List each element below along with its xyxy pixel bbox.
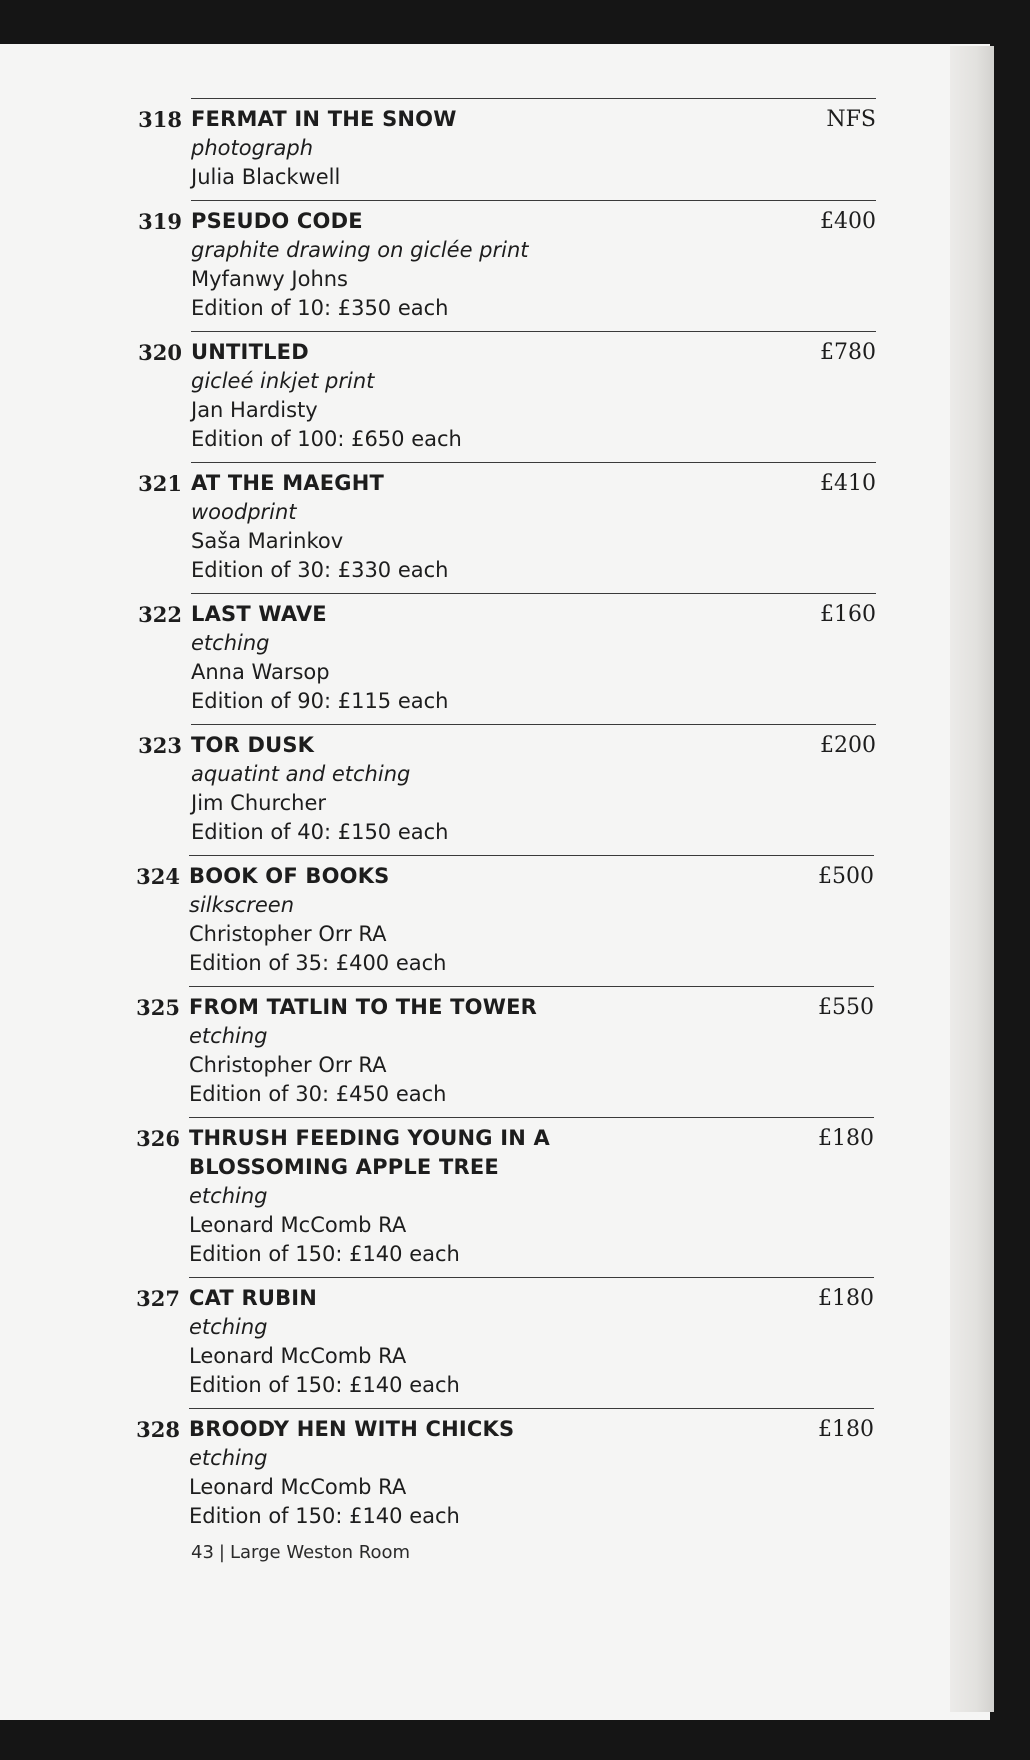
- entry-number: 326: [136, 1126, 180, 1151]
- entry-edition: Edition of 10: £350 each: [191, 296, 449, 320]
- entry-price: £500: [818, 864, 874, 889]
- entry-price: £400: [820, 209, 876, 234]
- entry-edition: Edition of 30: £330 each: [191, 558, 449, 582]
- catalogue-page: [0, 44, 990, 1720]
- page-edge: [950, 46, 994, 1712]
- entry-price: £180: [818, 1417, 874, 1442]
- entry-artist: Christopher Orr RA: [189, 1053, 387, 1077]
- catalogue-entry: [138, 331, 876, 462]
- entry-number: 328: [136, 1417, 180, 1442]
- entry-title: BROODY HEN WITH CHICKS: [189, 1417, 515, 1441]
- entry-medium: photograph: [191, 136, 314, 160]
- page-footer: [191, 1542, 410, 1563]
- page-number: 43: [191, 1542, 214, 1563]
- entry-price: NFS: [826, 107, 876, 132]
- entry-title: THRUSH FEEDING YOUNG IN A BLOSSOMING APPLE TREE: [189, 1126, 550, 1179]
- entry-number: 325: [136, 995, 180, 1020]
- entry-artist: Jan Hardisty: [191, 398, 318, 422]
- entry-medium: etching: [189, 1184, 268, 1208]
- entry-artist: Anna Warsop: [191, 660, 330, 684]
- entry-price: £180: [818, 1126, 874, 1151]
- entry-title: TOR DUSK: [191, 733, 315, 757]
- entry-price: £160: [820, 602, 876, 627]
- entry-medium: graphite drawing on giclée print: [191, 238, 529, 262]
- entry-title: FROM TATLIN TO THE TOWER: [189, 995, 537, 1019]
- entry-artist: Leonard McComb RA: [189, 1344, 407, 1368]
- catalogue-entry: [138, 462, 876, 593]
- catalogue-entry: [138, 593, 876, 724]
- entry-edition: Edition of 30: £450 each: [189, 1082, 447, 1106]
- entry-artist: Leonard McComb RA: [189, 1213, 407, 1237]
- catalogue-list: [0, 98, 990, 1539]
- entry-number: 321: [138, 471, 182, 496]
- entry-edition: Edition of 35: £400 each: [189, 951, 447, 975]
- entry-price: £780: [820, 340, 876, 365]
- entry-artist: Christopher Orr RA: [189, 922, 387, 946]
- entry-edition: Edition of 150: £140 each: [189, 1373, 460, 1397]
- entry-number: 327: [136, 1286, 180, 1311]
- entry-title: BOOK OF BOOKS: [189, 864, 390, 888]
- catalogue-entry: [138, 724, 876, 855]
- entry-price: £180: [818, 1286, 874, 1311]
- entry-medium: etching: [189, 1315, 268, 1339]
- catalogue-entry: [136, 855, 874, 986]
- catalogue-entry: [136, 986, 874, 1117]
- catalogue-entry: [136, 1408, 874, 1539]
- entry-price: £410: [820, 471, 876, 496]
- entry-edition: Edition of 150: £140 each: [189, 1504, 460, 1528]
- entry-medium: aquatint and etching: [191, 762, 411, 786]
- entry-title: CAT RUBIN: [189, 1286, 318, 1310]
- footer-separator: |: [218, 1542, 225, 1563]
- entry-edition: Edition of 90: £115 each: [191, 689, 449, 713]
- catalogue-entry: [138, 98, 876, 200]
- entry-number: 319: [138, 209, 182, 234]
- entry-artist: Julia Blackwell: [191, 165, 341, 189]
- entry-number: 320: [138, 340, 182, 365]
- entry-medium: gicleé inkjet print: [191, 369, 375, 393]
- entry-title: UNTITLED: [191, 340, 309, 364]
- catalogue-entry: [138, 200, 876, 331]
- entry-medium: woodprint: [191, 500, 297, 524]
- entry-title: PSEUDO CODE: [191, 209, 363, 233]
- entry-price: £200: [820, 733, 876, 758]
- entry-title: AT THE MAEGHT: [191, 471, 385, 495]
- entry-medium: silkscreen: [189, 893, 295, 917]
- entry-medium: etching: [189, 1446, 268, 1470]
- entry-artist: Myfanwy Johns: [191, 267, 348, 291]
- entry-artist: Saša Marinkov: [191, 529, 344, 553]
- entry-title: FERMAT IN THE SNOW: [191, 107, 457, 131]
- catalogue-entry: [136, 1117, 874, 1277]
- entry-medium: etching: [189, 1024, 268, 1048]
- entry-artist: Jim Churcher: [191, 791, 327, 815]
- entry-price: £550: [818, 995, 874, 1020]
- entry-title: LAST WAVE: [191, 602, 327, 626]
- entry-number: 323: [138, 733, 182, 758]
- catalogue-entry: [136, 1277, 874, 1408]
- entry-edition: Edition of 40: £150 each: [191, 820, 449, 844]
- entry-edition: Edition of 100: £650 each: [191, 427, 462, 451]
- entry-edition: Edition of 150: £140 each: [189, 1242, 460, 1266]
- entry-number: 318: [138, 107, 182, 132]
- entry-number: 322: [138, 602, 182, 627]
- entry-number: 324: [136, 864, 180, 889]
- room-name: Large Weston Room: [229, 1542, 411, 1563]
- entry-medium: etching: [191, 631, 270, 655]
- entry-artist: Leonard McComb RA: [189, 1475, 407, 1499]
